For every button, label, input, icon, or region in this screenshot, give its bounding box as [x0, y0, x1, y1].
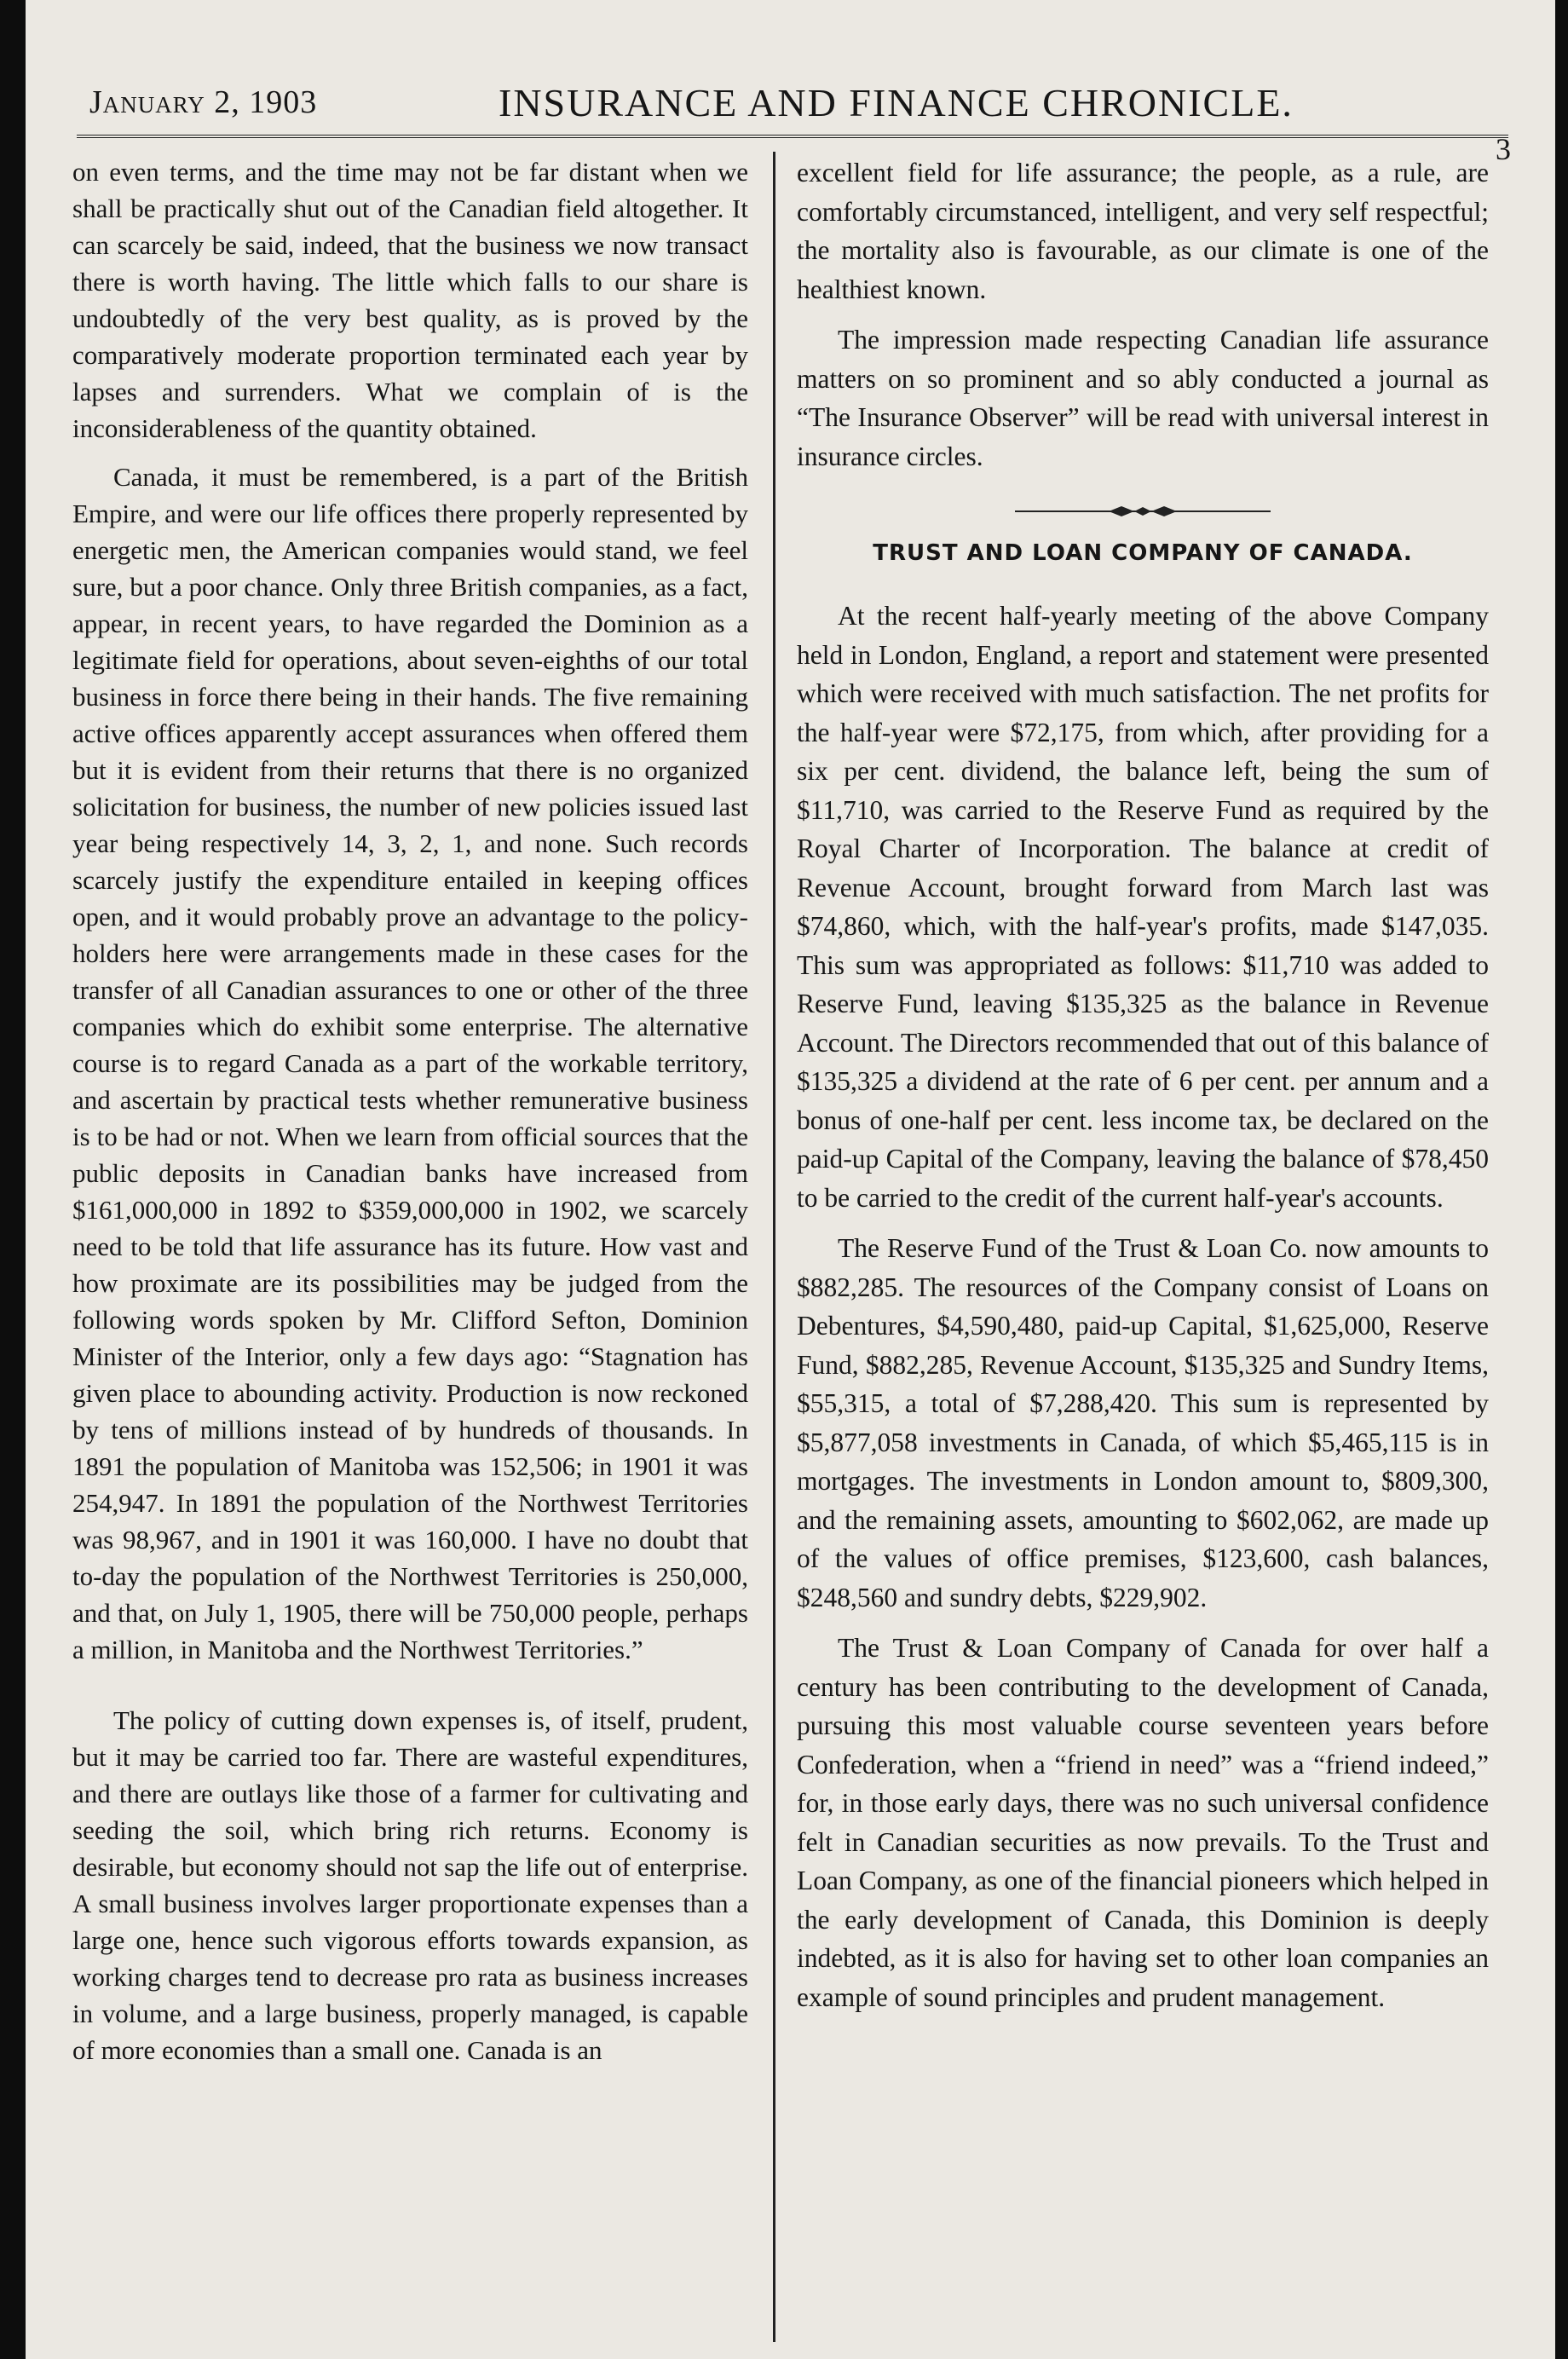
issue-date: January 2, 1903 — [89, 84, 318, 120]
header-rule — [77, 135, 1508, 138]
right-column — [797, 153, 1489, 2344]
section-paragraph-2: The Reserve Fund of the Trust & Loan Co. now amounts to $882,285. The resources of the Company consist of Loans on Debentures, $4,590,480, paid-up Capital, $1,625,000, Reserve Fund, $882,285, Revenue Account, $135,325 and Sundry Items, $55,315, a total of $7,288,420. This sum is represented by $5,877,058 investments in Canada, of which $5,465,115 is in mortgages. The investments in London amount to, $809,300, and the remaining assets, amounting to $602,062, are made up of the values of office premises, $123,600, cash balances, $248,560 and sundry debts, $229,902. — [797, 1233, 1489, 1612]
page-header — [89, 78, 1511, 166]
section-title: TRUST AND LOAN COMPANY OF CANADA. — [873, 540, 1413, 566]
section-ornament-icon — [1015, 505, 1271, 518]
column-divider — [773, 152, 775, 2342]
page-number: 3 — [1496, 132, 1511, 166]
right-paragraph-1: excellent field for life assurance; the people, as a rule, are comfortably circumstanced, intelligent, and very self respectful; the mortality also is favourable, as our climate is one of the healthiest known. — [797, 158, 1489, 304]
left-column — [72, 153, 748, 2344]
section-paragraph-3: The Trust & Loan Company of Canada for over half a century has been contributing to the development of Canada, pursuing this most valuable course seventeen years before Confederation, when a “friend in need” was a “friend indeed,” for, in those early days, there was no such universal confidence felt in Canadian securities as now prevails. To the Trust and Loan Company, as one of the financial pioneers which helped in the early development of Canada, this Dominion is deeply indebted, as it is also for having set to other loan companies an example of sound principles and prudent management. — [797, 1633, 1489, 2012]
left-paragraph-3: The policy of cutting down expenses is, of itself, prudent, but it may be carried too far. There are wasteful expenditures, and there are outlays like those of a farmer for cultivating and seeding the soil, which bring rich returns. Economy is desirable, but economy should not sap the life out of enterprise. A small business involves larger proportionate expenses than a large one, hence such vigorous efforts towards expansion, as working charges tend to decrease pro rata as business increases in volume, and a large business, properly managed, is capable of more economies than a small one. Canada is an — [72, 1705, 748, 2065]
publication-title: INSURANCE AND FINANCE CHRONICLE. — [499, 81, 1294, 124]
newspaper-page — [26, 0, 1555, 2359]
right-paragraph-2: The impression made respecting Canadian life assurance matters on so prominent and so ably conducted a journal as “The Insurance Observer” will be read with universal interest in insurance circles. — [797, 325, 1489, 471]
left-paragraph-2: Canada, it must be remembered, is a part of the British Empire, and were our life offices there properly represented by energetic men, the American companies would stand, we feel sure, but a poor chance. Only three British companies, as a fact, appear, in recent years, to have regarded the Dominion as a legitimate field for operations, about seven-eighths of our total business in force there being in their hands. The five remaining active offices apparently accept assurances when offered them but it is evident from their returns that there is no organized solicitation for business, the number of new policies issued last year being respectively 14, 3, 2, 1, and none. Such records scarcely justify the expenditure entailed in keeping offices open, and it would probably prove an advantage to the policy-holders here were arrangements made in these cases for the transfer of all Canadian assurances to one or other of the three companies which do exhibit some enterprise. The alternative course is to regard Canada as a part of the workable territory, and ascertain by practical tests whether remunerative business is to be had or not. When we learn from official sources that the public deposits in Canadian banks have increased from $161,000,000 in 1892 to $359,000,000 in 1902, we scarcely need to be told that life assurance has its future. How vast and how proximate are its possibilities may be judged from the following words spoken by Mr. Clifford Sefton, Dominion Minister of the Interior, only a few days ago: “Stagnation has given place to abounding activity. Production is now reckoned by tens of millions instead of by hundreds of thousands. In 1891 the population of Manitoba was 152,506; in 1901 it was 254,947. In 1891 the population of the Northwest Territories was 98,967, and in 1901 it was 160,000. I have no doubt that to-day the population of the Northwest Territories is 250,000, and that, on July 1, 1905, there will be 750,000 people, perhaps a million, in Manitoba and the Northwest Territories.” — [72, 462, 748, 1664]
left-paragraph-1: on even terms, and the time may not be far distant when we shall be practically shut out of the Canadian field altogether. It can scarcely be said, indeed, that the business we now transact there is worth having. The little which falls to our share is undoubtedly of the very best quality, as is proved by the comparatively moderate proportion terminated each year by lapses and surrenders. What we complain of is the inconsiderableness of the quantity obtained. — [72, 157, 748, 443]
section-paragraph-1: At the recent half-yearly meeting of the above Company held in London, England, a report and statement were presented which were received with much satisfaction. The net profits for the half-year were $72,175, from which, after providing for a six per cent. dividend, the balance left, being the sum of $11,710, was carried to the Reserve Fund as required by the Royal Charter of Incorporation. The balance at credit of Revenue Account, brought forward from March last was $74,860, which, with the half-year's profits, made $147,035. This sum was appropriated as follows: $11,710 was added to Reserve Fund, leaving $135,325 as the balance in Revenue Account. The Directors recommended that out of this balance of $135,325 a dividend at the rate of 6 per cent. per annum and a bonus of one-half per cent. less income tax, be declared on the paid-up Capital of the Company, leaving the balance of $78,450 to be carried to the credit of the current half-year's accounts. — [797, 601, 1489, 1213]
